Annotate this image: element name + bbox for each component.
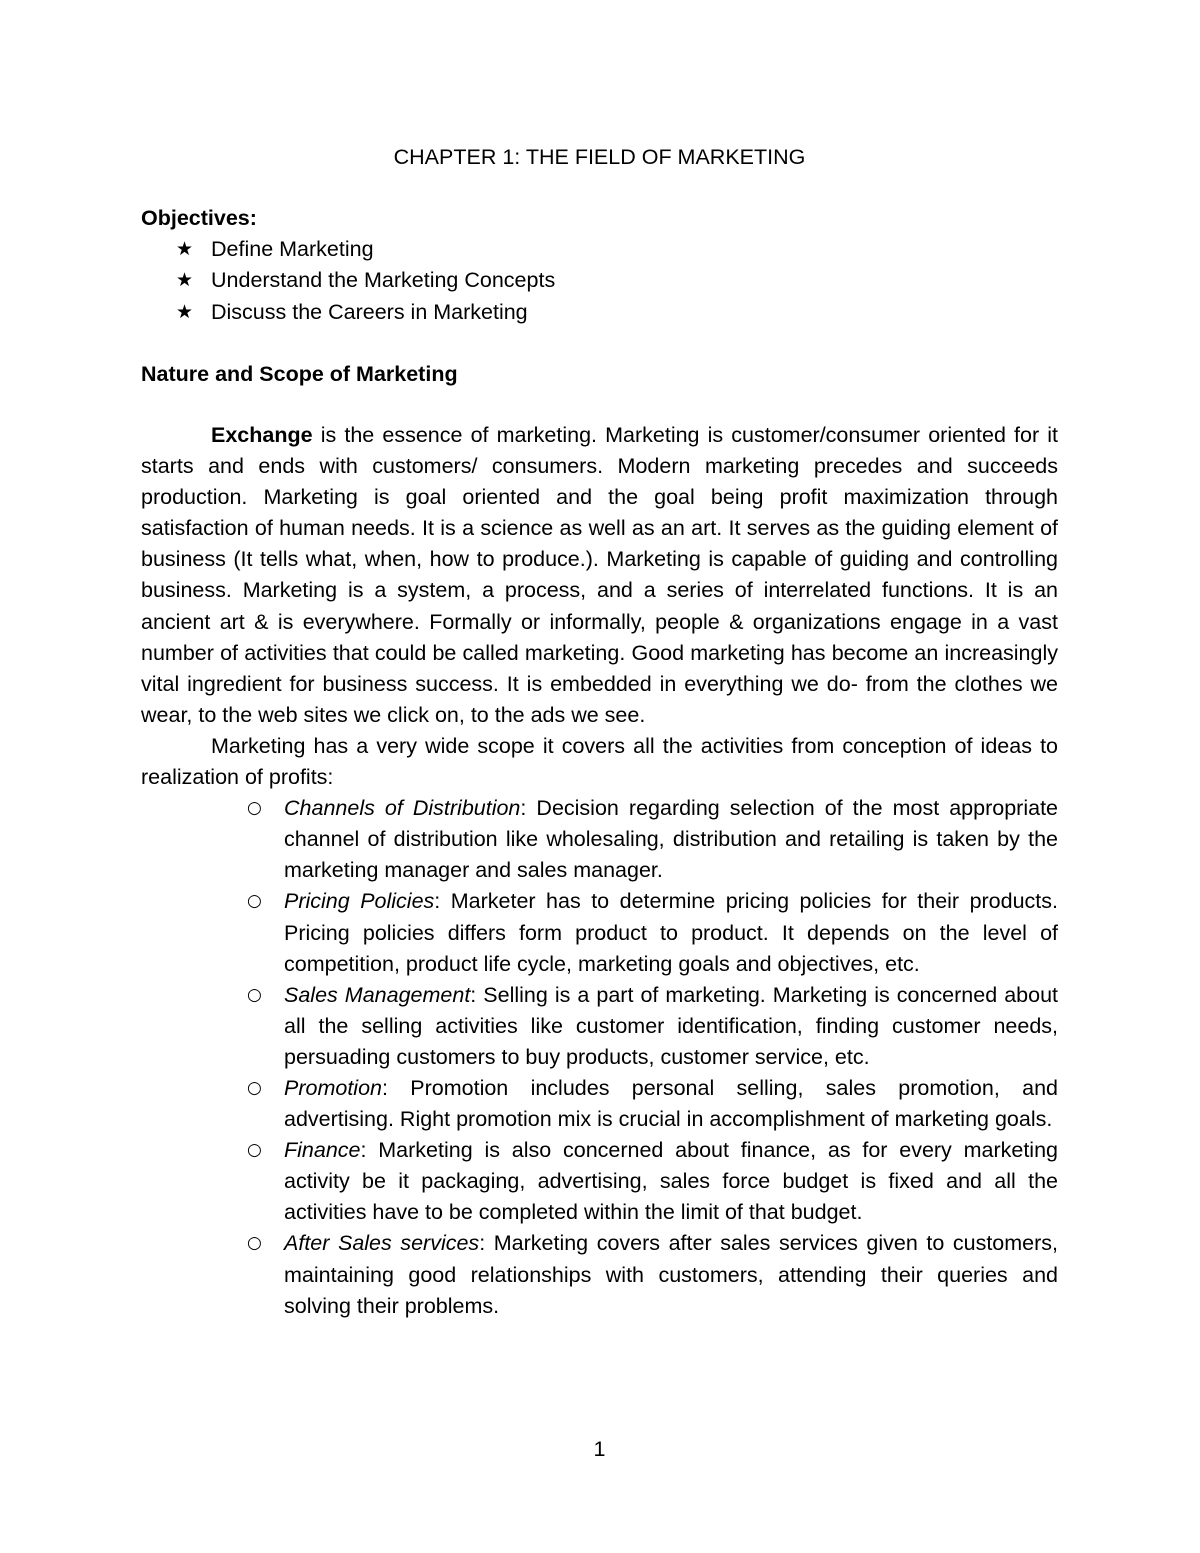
- scope-item: [141, 1073, 1058, 1135]
- objective-text: Define Marketing: [211, 237, 374, 261]
- term-exchange: Exchange: [211, 423, 313, 447]
- circle-bullet-icon: ○: [247, 1140, 262, 1161]
- star-bullet-icon: ★: [176, 238, 194, 260]
- objective-text: Discuss the Careers in Marketing: [211, 299, 528, 324]
- chapter-title: CHAPTER 1: THE FIELD OF MARKETING: [393, 145, 806, 169]
- scope-term: Pricing Policies: [284, 889, 435, 914]
- scope-text: : Marketing covers after sales services given to customers, maintaining good relationships with customers, attending their queries and solving their problems.: [284, 1231, 1059, 1318]
- objectives-heading: Objectives:: [141, 206, 257, 230]
- objective-text: Understand the Marketing Concepts: [211, 268, 556, 293]
- paragraph-exchange: [141, 420, 1058, 731]
- scope-text: : Marketing is also concerned about finance, as for every marketing activity be it packaging, advertising, sales force budget is fixed and all the activities have to be completed within the limit of that budget.: [284, 1138, 1058, 1225]
- scope-text: : Promotion includes personal selling, sales promotion, and advertising. Right promotion mix is crucial in accomplishment of marketing goals.: [284, 1075, 1058, 1132]
- scope-text: : Selling is a part of marketing. Marketing is concerned about all the selling activities like customer identification, finding customer needs, persuading customers to buy products, customer service, etc.: [284, 982, 1058, 1069]
- scope-term: Channels of Distribution: [284, 796, 521, 821]
- scope-item: [141, 980, 1058, 1073]
- body-text: [141, 420, 1058, 1322]
- scope-item: [141, 1135, 1058, 1228]
- circle-bullet-icon: ○: [247, 984, 262, 1005]
- scope-term: Sales Management: [284, 982, 471, 1007]
- star-bullet-icon: ★: [176, 269, 194, 292]
- scope-item: [141, 886, 1058, 979]
- scope-term: Promotion: [284, 1075, 382, 1100]
- scope-term: Finance: [284, 1138, 361, 1163]
- scope-text: : Marketer has to determine pricing policies for their products. Pricing policies differs form product to product. It depends on the level of competition, product life cycle, marketing goals and objectives, etc.: [284, 889, 1058, 976]
- circle-bullet-icon: ○: [247, 891, 262, 912]
- circle-bullet-icon: ○: [247, 1077, 262, 1098]
- page-number: 1: [593, 1437, 606, 1461]
- circle-bullet-icon: ○: [247, 798, 262, 819]
- star-bullet-icon: ★: [176, 300, 194, 323]
- section-heading: Nature and Scope of Marketing: [141, 362, 458, 386]
- paragraph-scope: Marketing has a very wide scope it covers all the activities from conception of ideas to realization of profits:: [141, 733, 1058, 790]
- scope-item: [141, 1228, 1058, 1321]
- scope-item: [141, 793, 1058, 886]
- scope-term: After Sales services: [284, 1231, 480, 1256]
- paragraph-exchange-text: is the essence of marketing. Marketing is customer/consumer oriented for it starts and ends with customers/ consumers. Modern marketing precedes and succeeds production. Marketing is goal oriented and the goal being profit maximization through satisfaction of human needs. It is a science as well as an art. It serves as the guiding element of business (It tells what, when, how to produce.). Marketing is capable of guiding and controlling business. Marketing is a system, a process, and a series of interrelated functions. It is an ancient art & is everywhere. Formally or informally, people & organizations engage in a vast number of activities that could be called marketing. Good marketing has become an increasingly vital ingredient for business success. It is embedded in everything we do- from the clothes we wear, to the web sites we click on, to the ads we see.: [141, 423, 1058, 727]
- scope-list: [141, 793, 1058, 1322]
- circle-bullet-icon: ○: [247, 1233, 262, 1254]
- scope-text: : Decision regarding selection of the most appropriate channel of distribution like wholesaling, distribution and retailing is taken by the marketing manager and sales manager.: [284, 796, 1058, 883]
